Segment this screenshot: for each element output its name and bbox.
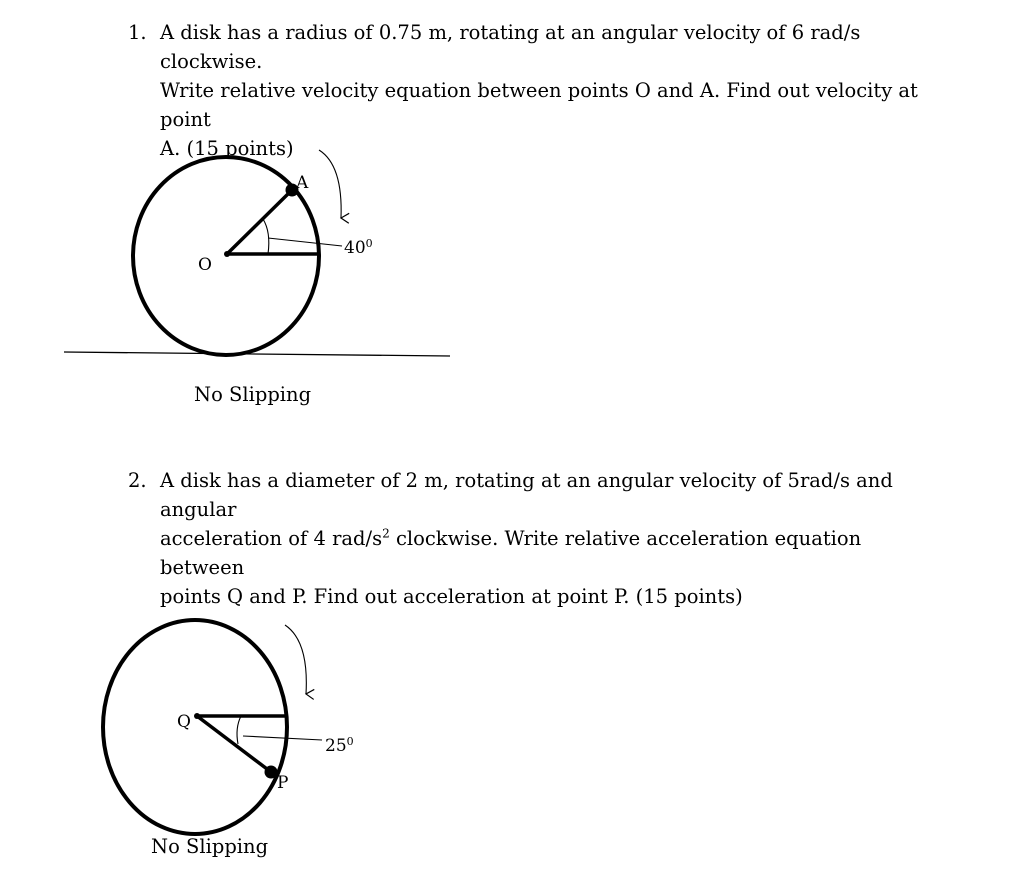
label-P: P <box>277 773 289 793</box>
angle-degree-2: 0 <box>346 735 354 748</box>
angle-arc-2 <box>237 716 241 744</box>
problem-1-line-1: A disk has a radius of 0.75 m, rotating at an angular velocity of 6 rad/s clockwise. <box>160 21 861 73</box>
label-A: A <box>296 173 309 193</box>
angle-degree-1: 0 <box>365 237 373 250</box>
angle-label-2 <box>325 735 354 756</box>
angle-value-1: 40 <box>344 238 366 258</box>
problem-1-line-2: Write relative velocity equation between points O and A. Find out velocity at point <box>160 79 918 131</box>
point-P-marker <box>265 766 278 779</box>
rotation-arrow-2 <box>285 625 306 694</box>
figure-1-caption: No Slipping <box>194 383 312 406</box>
radius-to-P <box>197 716 271 772</box>
problem-2-line-2-end: clockwise. Write relative acceleration equation between <box>160 527 862 579</box>
squared-superscript: 2 <box>382 526 390 541</box>
angle-leader-2 <box>243 736 322 740</box>
problem-2-line-2-start: acceleration of 4 rad/s <box>160 527 383 550</box>
problem-2-number: 2. <box>128 469 147 492</box>
angle-value-2: 25 <box>325 736 347 756</box>
problem-2-line-1: A disk has a diameter of 2 m, rotating at an angular velocity of 5rad/s and angular <box>160 469 893 521</box>
label-Q: Q <box>177 712 191 732</box>
center-dot-Q <box>194 713 200 719</box>
label-O: O <box>198 255 212 275</box>
problem-2-line-3: points Q and P. Find out acceleration at point P. (15 points) <box>160 585 743 608</box>
disk-2 <box>103 620 287 834</box>
problem-1-line-3: A. (15 points) <box>160 137 294 160</box>
figure-2-caption: No Slipping <box>151 835 269 858</box>
problem-1-number: 1. <box>128 21 147 44</box>
